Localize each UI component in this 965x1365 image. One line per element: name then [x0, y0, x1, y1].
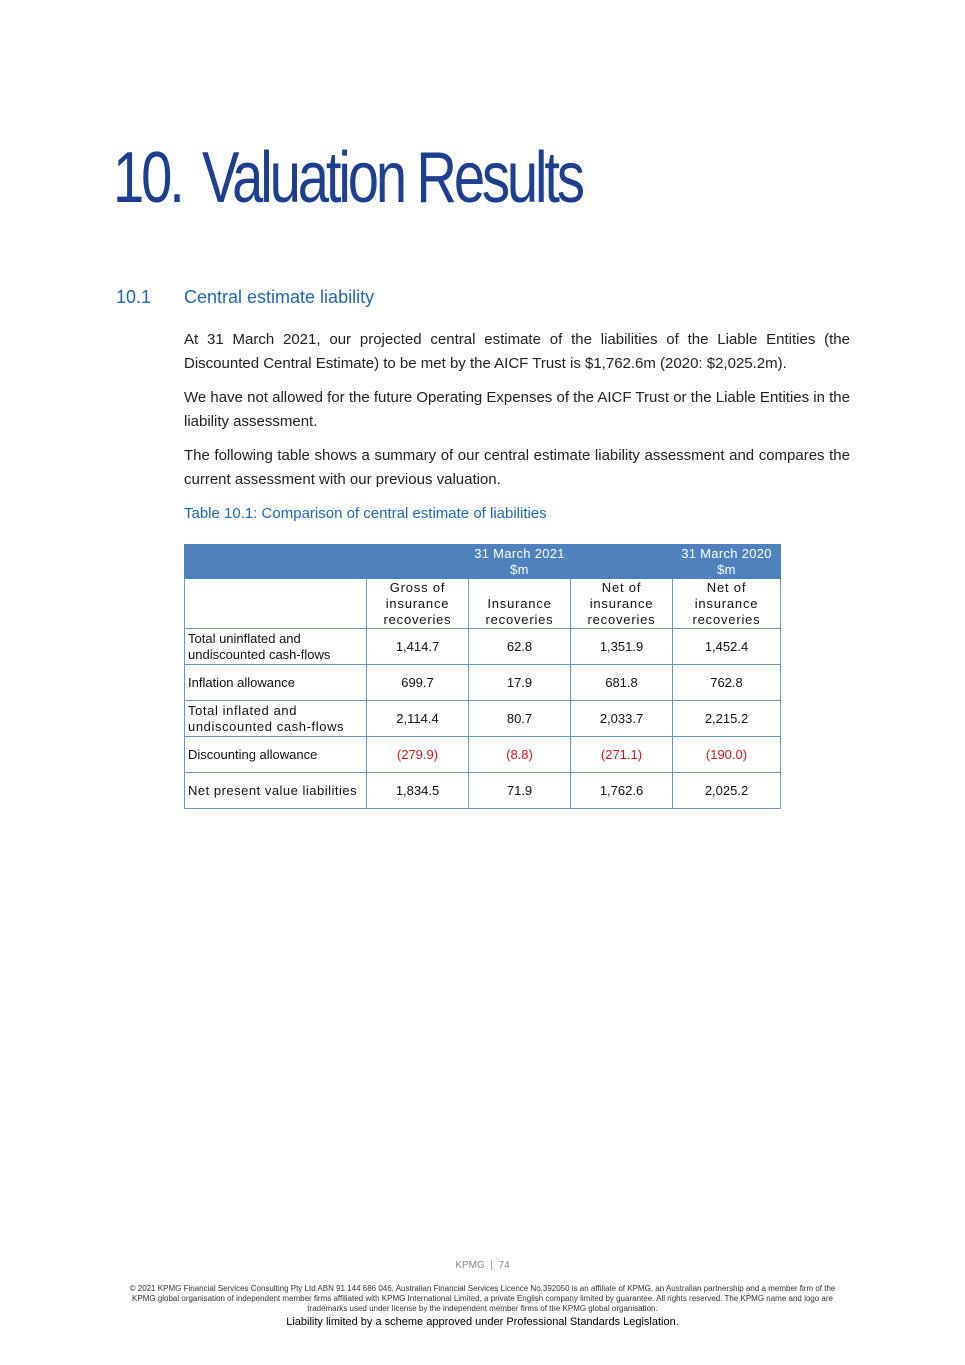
- table-cell: 1,834.5: [367, 773, 469, 809]
- table-cell-negative: (190.0): [673, 737, 781, 773]
- table-row: [185, 629, 781, 665]
- paragraph: We have not allowed for the future Operating Expenses of the AICF Trust or the Liable Entities in the liability assessment.: [184, 389, 850, 430]
- table-cell: 2,215.2: [673, 701, 781, 737]
- paragraph: At 31 March 2021, our projected central estimate of the liabilities of the Liable Entities (the Discounted Central Estimate) to be met by the AICF Trust is $1,762.6m (2020: $2,025.2m).: [184, 331, 850, 372]
- table-cell: 1,452.4: [673, 629, 781, 665]
- body-text: [184, 328, 850, 502]
- table-row: [185, 773, 781, 809]
- legal-notice: © 2021 KPMG Financial Services Consulting Pty Ltd ABN 91 144 686 046, Australian Financial Services Licence No.392050 is an affiliate of KPMG, an Australian partnership and a member firm of the KPMG global organisation of independent member firms affiliated with KPMG International Limited, a private English company limited by guarantee. All rights reserved. The KPMG name and logo are trademarks used under license by the independent member firms of the KPMG global organisation.: [129, 1284, 836, 1313]
- table-band-row: [185, 545, 781, 579]
- row-label: Net present value liabilities: [185, 773, 367, 809]
- table-cell: 2,033.7: [571, 701, 673, 737]
- row-label: Inflation allowance: [185, 665, 367, 701]
- paragraph: The following table shows a summary of our central estimate liability assessment and compares the current assessment with our previous valuation.: [184, 447, 850, 488]
- table-cell: 1,762.6: [571, 773, 673, 809]
- column-header: Gross of insurance recoveries: [367, 579, 469, 629]
- table-caption: Table 10.1: Comparison of central estimate of liabilities: [184, 505, 547, 522]
- section-title: Central estimate liability: [184, 287, 375, 307]
- table-column-header-row: [185, 579, 781, 629]
- section-heading: [116, 287, 374, 308]
- row-label: Discounting allowance: [185, 737, 367, 773]
- table-cell: 2,114.4: [367, 701, 469, 737]
- band-period-2020: 31 March 2020 $m: [673, 545, 781, 579]
- row-label: Total uninflated and undiscounted cash-flows: [185, 629, 367, 665]
- column-header: Net of insurance recoveries: [673, 579, 781, 629]
- page-number: KPMG | 74: [455, 1260, 510, 1271]
- table-row: [185, 737, 781, 773]
- band-cell-blank: [185, 545, 367, 579]
- column-header: Net of insurance recoveries: [571, 579, 673, 629]
- chapter-number: 10.: [113, 138, 182, 218]
- table-cell: 699.7: [367, 665, 469, 701]
- table-cell: 681.8: [571, 665, 673, 701]
- table-cell: 17.9: [469, 665, 571, 701]
- table-cell: 62.8: [469, 629, 571, 665]
- section-number: 10.1: [116, 287, 152, 307]
- row-label: Total inflated and undiscounted cash-flows: [185, 701, 367, 737]
- table-cell: 71.9: [469, 773, 571, 809]
- table-cell-negative: (279.9): [367, 737, 469, 773]
- column-header-blank: [185, 579, 367, 629]
- band-period-2021: 31 March 2021 $m: [469, 545, 571, 579]
- band-cell-blank: [571, 545, 673, 579]
- table-cell: 1,414.7: [367, 629, 469, 665]
- table-cell: 762.8: [673, 665, 781, 701]
- table-cell-negative: (271.1): [571, 737, 673, 773]
- column-header: Insurance recoveries: [469, 579, 571, 629]
- table-cell: 80.7: [469, 701, 571, 737]
- liability-table: [184, 544, 781, 809]
- table-cell: 2,025.2: [673, 773, 781, 809]
- liability-notice: Liability limited by a scheme approved under Professional Standards Legislation.: [286, 1316, 679, 1328]
- band-cell-blank: [367, 545, 469, 579]
- table-row: [185, 665, 781, 701]
- chapter-title: [113, 138, 582, 218]
- table-cell-negative: (8.8): [469, 737, 571, 773]
- chapter-title-text: Valuation Results: [201, 138, 582, 218]
- table-cell: 1,351.9: [571, 629, 673, 665]
- table-row: [185, 701, 781, 737]
